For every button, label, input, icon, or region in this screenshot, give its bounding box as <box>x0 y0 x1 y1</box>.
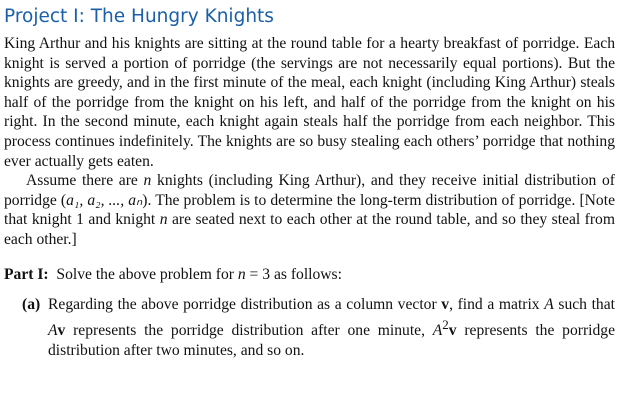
intro-paragraph: King Arthur and his knights are sitting at the round table for a hearty breakfast of porridge. Each knight is served a portion of porridge (the servings are not necessarily equal portions). But the knights are greedy, and in the first minute of the meal, each knight (including King Arthur) steals half of the porridge from the knight on his left, and half of the porridge from the knight on his right. In the second minute, each knight again steals half the porridge from each neighbor. This process continues indefinitely. The knights are so busy stealing each others’ porridge that nothing ever actually gets eaten. <box>4 35 615 170</box>
project-title: Project I: The Hungry Knights <box>4 6 274 27</box>
initial-distribution-tuple: a₁, a₂, ..., aₙ <box>66 191 143 209</box>
part-one-label: Part I: <box>4 265 49 283</box>
assumption-paragraph: Assume there are n knights (including King Arthur), and they receive initial distribution of porridge (a₁, a₂, ..., aₙ). The problem is to determine the long-term distribution of porridge. [Note that knight 1 and knight n are seated next to each other at the round table, and so they steal from each other.] <box>4 172 615 248</box>
item-a-label: (a) <box>22 296 41 314</box>
question-item-a <box>4 295 615 360</box>
item-a-text: Regarding the above porridge distribution as a column vector v, find a matrix A such that Av represents the porridge distribution after one minute, $A^2v$ represents the porridge distribution after two minutes, and so on. <box>48 296 615 359</box>
part-one-heading: Part I: Solve the above problem for n = 3 as follows: <box>4 265 342 283</box>
